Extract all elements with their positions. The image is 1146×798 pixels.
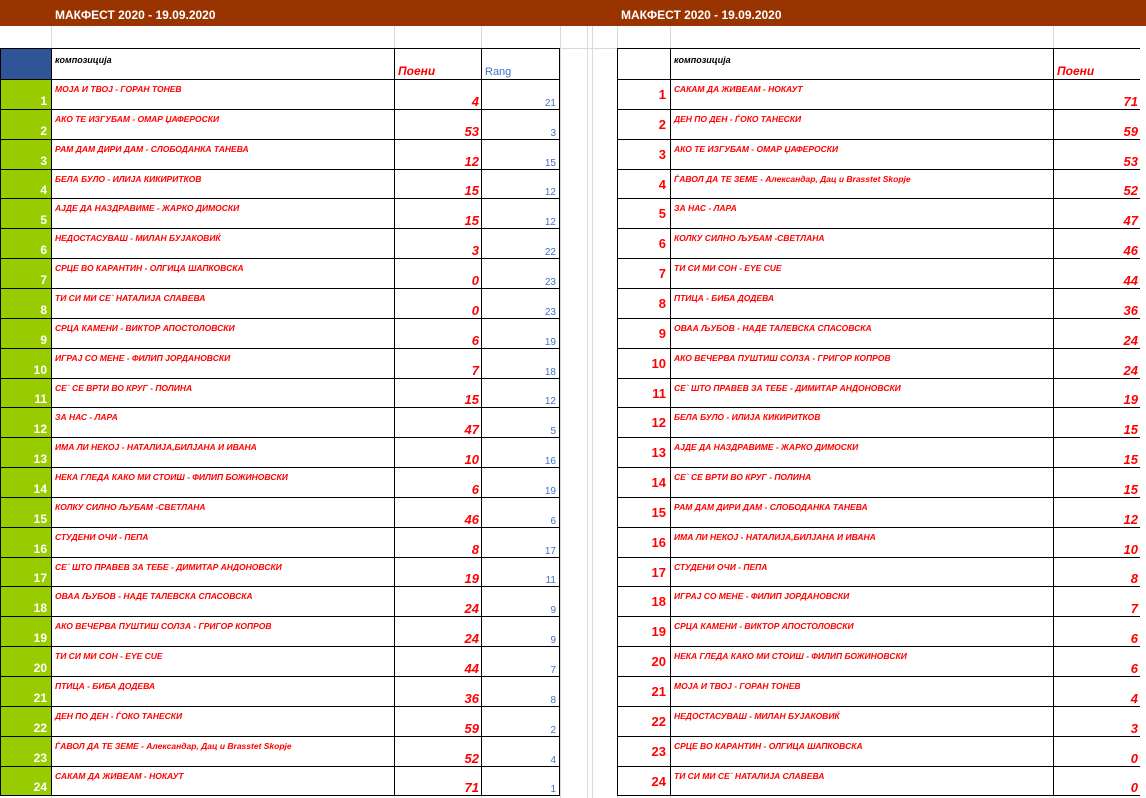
song-cell-left[interactable]: МОЈА И ТВОЈ - ГОРАН ТОНЕВ bbox=[51, 79, 395, 110]
gridline-vertical bbox=[587, 26, 588, 798]
song-cell-left[interactable]: СЕ` СЕ ВРТИ ВО КРУГ - ПОЛИНА bbox=[51, 378, 395, 408]
points-cell-left[interactable]: 24 bbox=[394, 586, 482, 617]
row-number-cell-left[interactable]: 15 bbox=[0, 497, 52, 528]
rank-number-cell-right[interactable]: 24 bbox=[617, 766, 671, 796]
row-number-cell-left[interactable]: 12 bbox=[0, 407, 52, 438]
points-cell-left[interactable]: 3 bbox=[394, 228, 482, 259]
points-cell-right[interactable]: 10 bbox=[1053, 527, 1141, 558]
song-cell-left[interactable]: АКО ТЕ ИЗГУБАМ - ОМАР ЏАФЕРОСКИ bbox=[51, 109, 395, 140]
song-cell-right[interactable]: АЈДЕ ДА НАЗДРАВИМЕ - ЖАРКО ДИМОСКИ bbox=[670, 437, 1054, 468]
rank-number-cell-right[interactable]: 15 bbox=[617, 497, 671, 528]
row-number-cell-left[interactable]: 19 bbox=[0, 616, 52, 647]
points-cell-right[interactable]: 59 bbox=[1053, 109, 1141, 140]
gridline-vertical bbox=[560, 26, 561, 798]
rank-cell-left[interactable]: 17 bbox=[481, 527, 560, 558]
rank-number-cell-right[interactable]: 12 bbox=[617, 407, 671, 438]
points-cell-right[interactable]: 4 bbox=[1053, 676, 1141, 707]
points-cell-right[interactable]: 3 bbox=[1053, 706, 1141, 737]
row-number-cell-left[interactable]: 14 bbox=[0, 467, 52, 498]
points-cell-right[interactable]: 15 bbox=[1053, 467, 1141, 498]
song-cell-right[interactable]: МОЈА И ТВОЈ - ГОРАН ТОНЕВ bbox=[670, 676, 1054, 707]
rank-cell-left[interactable]: 15 bbox=[481, 139, 560, 170]
song-cell-right[interactable]: ТИ СИ МИ СЕ` НАТАЛИЈА СЛАВЕВА bbox=[670, 766, 1054, 796]
song-cell-left[interactable]: РАМ ДАМ ДИРИ ДАМ - СЛОБОДАНКА ТАНЕВА bbox=[51, 139, 395, 170]
points-cell-right[interactable]: 24 bbox=[1053, 318, 1141, 349]
rank-number-cell-right[interactable]: 9 bbox=[617, 318, 671, 349]
song-cell-right[interactable]: ЃАВОЛ ДА ТЕ ЗЕМЕ - Александар, Дац и Brasstet Skopje bbox=[670, 169, 1054, 199]
rank-cell-left[interactable]: 4 bbox=[481, 736, 560, 767]
song-cell-right[interactable]: СРЦЕ ВО КАРАНТИН - ОЛГИЦА ШАПКОВСКА bbox=[670, 736, 1054, 767]
song-cell-right[interactable]: САКАМ ДА ЖИВЕАМ - НОКАУТ bbox=[670, 79, 1054, 110]
sheet-title-right: МАКФЕСТ 2020 - 19.09.2020 bbox=[621, 8, 782, 22]
sheet-title-left: МАКФЕСТ 2020 - 19.09.2020 bbox=[55, 8, 216, 22]
song-cell-left[interactable]: АЈДЕ ДА НАЗДРАВИМЕ - ЖАРКО ДИМОСКИ bbox=[51, 198, 395, 229]
points-cell-left[interactable]: 15 bbox=[394, 169, 482, 199]
rank-number-cell-right[interactable]: 14 bbox=[617, 467, 671, 498]
song-cell-right[interactable]: ЗА НАС - ЛАРА bbox=[670, 198, 1054, 229]
song-cell-left[interactable]: БЕЛА БУЛО - ИЛИЈА КИКИРИТКОВ bbox=[51, 169, 395, 199]
song-cell-right[interactable]: СРЦА КАМЕНИ - ВИКТОР АПОСТОЛОВСКИ bbox=[670, 616, 1054, 647]
points-cell-left[interactable]: 47 bbox=[394, 407, 482, 438]
points-cell-left[interactable]: 15 bbox=[394, 198, 482, 229]
row-number-cell-left[interactable]: 22 bbox=[0, 706, 52, 737]
rank-number-cell-right[interactable]: 4 bbox=[617, 169, 671, 199]
rank-cell-left[interactable]: 23 bbox=[481, 288, 560, 319]
song-cell-left[interactable]: СТУДЕНИ ОЧИ - ПЕПА bbox=[51, 527, 395, 558]
points-cell-right[interactable]: 47 bbox=[1053, 198, 1141, 229]
row-number-cell-left[interactable]: 9 bbox=[0, 318, 52, 349]
points-cell-right[interactable]: 36 bbox=[1053, 288, 1141, 319]
rank-cell-left[interactable]: 9 bbox=[481, 586, 560, 617]
song-cell-left[interactable]: АКО ВЕЧЕРВА ПУШТИШ СОЛЗА - ГРИГОР КОПРОВ bbox=[51, 616, 395, 647]
header-corner-cell[interactable] bbox=[0, 48, 52, 80]
rank-cell-left[interactable]: 12 bbox=[481, 169, 560, 199]
points-cell-right[interactable]: 15 bbox=[1053, 407, 1141, 438]
points-cell-right[interactable]: 0 bbox=[1053, 766, 1141, 796]
rank-cell-left[interactable]: 16 bbox=[481, 437, 560, 468]
song-cell-left[interactable]: ПТИЦА - БИБА ДОДЕВА bbox=[51, 676, 395, 707]
rank-number-cell-right[interactable]: 5 bbox=[617, 198, 671, 229]
song-cell-right[interactable]: НЕДОСТАСУВАШ - МИЛАН БУЈАКОВИЌ bbox=[670, 706, 1054, 737]
song-cell-left[interactable]: ЗА НАС - ЛАРА bbox=[51, 407, 395, 438]
right-edge-strip bbox=[1140, 26, 1146, 798]
song-cell-left[interactable]: СРЦА КАМЕНИ - ВИКТОР АПОСТОЛОВСКИ bbox=[51, 318, 395, 349]
points-cell-left[interactable]: 8 bbox=[394, 527, 482, 558]
song-cell-left[interactable]: КОЛКУ СИЛНО ЉУБАМ -СВЕТЛАНА bbox=[51, 497, 395, 528]
points-cell-left[interactable]: 6 bbox=[394, 467, 482, 498]
rank-number-cell-right[interactable]: 7 bbox=[617, 258, 671, 289]
rank-cell-left[interactable]: 9 bbox=[481, 616, 560, 647]
song-cell-right[interactable]: СЕ` ШТО ПРАВЕВ ЗА ТЕБЕ - ДИМИТАР АНДОНОВСКИ bbox=[670, 378, 1054, 408]
rank-cell-left[interactable]: 22 bbox=[481, 228, 560, 259]
row-number-cell-left[interactable]: 17 bbox=[0, 557, 52, 587]
rank-number-cell-right[interactable]: 13 bbox=[617, 437, 671, 468]
song-cell-right[interactable]: АКО ТЕ ИЗГУБАМ - ОМАР ЏАФЕРОСКИ bbox=[670, 139, 1054, 170]
points-cell-right[interactable]: 44 bbox=[1053, 258, 1141, 289]
points-cell-left[interactable]: 71 bbox=[394, 766, 482, 796]
points-cell-left[interactable]: 0 bbox=[394, 288, 482, 319]
row-number-cell-left[interactable]: 10 bbox=[0, 348, 52, 379]
points-cell-left[interactable]: 19 bbox=[394, 557, 482, 587]
rank-cell-left[interactable]: 21 bbox=[481, 79, 560, 110]
rank-number-cell-right[interactable]: 22 bbox=[617, 706, 671, 737]
points-cell-left[interactable]: 7 bbox=[394, 348, 482, 379]
points-column-header-left[interactable]: Поени bbox=[394, 48, 482, 80]
points-cell-left[interactable]: 6 bbox=[394, 318, 482, 349]
points-cell-left[interactable]: 24 bbox=[394, 616, 482, 647]
song-cell-right[interactable]: ИМА ЛИ НЕКОЈ - НАТАЛИЈА,БИЛЈАНА И ИВАНА bbox=[670, 527, 1054, 558]
row-number-cell-left[interactable]: 6 bbox=[0, 228, 52, 259]
song-cell-right[interactable]: БЕЛА БУЛО - ИЛИЈА КИКИРИТКОВ bbox=[670, 407, 1054, 438]
points-cell-left[interactable]: 53 bbox=[394, 109, 482, 140]
points-column-header-right[interactable]: Поени bbox=[1053, 48, 1141, 80]
rank-cell-left[interactable]: 3 bbox=[481, 109, 560, 140]
row-number-cell-left[interactable]: 21 bbox=[0, 676, 52, 707]
row-number-cell-left[interactable]: 13 bbox=[0, 437, 52, 468]
rank-number-cell-right[interactable]: 17 bbox=[617, 557, 671, 587]
points-cell-left[interactable]: 59 bbox=[394, 706, 482, 737]
points-cell-right[interactable]: 6 bbox=[1053, 616, 1141, 647]
row-number-cell-left[interactable]: 8 bbox=[0, 288, 52, 319]
rank-number-cell-right[interactable]: 23 bbox=[617, 736, 671, 767]
points-cell-right[interactable]: 15 bbox=[1053, 437, 1141, 468]
song-cell-left[interactable]: НЕДОСТАСУВАШ - МИЛАН БУЈАКОВИЌ bbox=[51, 228, 395, 259]
points-cell-right[interactable]: 12 bbox=[1053, 497, 1141, 528]
rank-cell-left[interactable]: 7 bbox=[481, 646, 560, 677]
row-number-cell-left[interactable]: 1 bbox=[0, 79, 52, 110]
points-cell-left[interactable]: 0 bbox=[394, 258, 482, 289]
song-cell-left[interactable]: СРЦЕ ВО КАРАНТИН - ОЛГИЦА ШАПКОВСКА bbox=[51, 258, 395, 289]
song-cell-right[interactable]: ИГРАЈ СО МЕНЕ - ФИЛИП ЈОРДАНОВСКИ bbox=[670, 586, 1054, 617]
points-cell-right[interactable]: 0 bbox=[1053, 736, 1141, 767]
song-cell-right[interactable]: КОЛКУ СИЛНО ЉУБАМ -СВЕТЛАНА bbox=[670, 228, 1054, 259]
gridline-vertical bbox=[592, 26, 593, 798]
points-cell-left[interactable]: 15 bbox=[394, 378, 482, 408]
rank-number-cell-right[interactable]: 21 bbox=[617, 676, 671, 707]
rank-cell-left[interactable]: 19 bbox=[481, 467, 560, 498]
row-number-cell-left[interactable]: 7 bbox=[0, 258, 52, 289]
song-cell-right[interactable]: СЕ` СЕ ВРТИ ВО КРУГ - ПОЛИНА bbox=[670, 467, 1054, 498]
rank-number-cell-right[interactable]: 16 bbox=[617, 527, 671, 558]
song-cell-left[interactable]: ДЕН ПО ДЕН - ЃОКО ТАНЕСКИ bbox=[51, 706, 395, 737]
song-cell-right[interactable]: ДЕН ПО ДЕН - ЃОКО ТАНЕСКИ bbox=[670, 109, 1054, 140]
song-column-header-right[interactable]: композиција bbox=[670, 48, 1054, 80]
row-number-cell-left[interactable]: 3 bbox=[0, 139, 52, 170]
rank-number-cell-right[interactable]: 10 bbox=[617, 348, 671, 379]
song-cell-right[interactable]: ОВАА ЉУБОВ - НАДЕ ТАЛЕВСКА СПАСОВСКА bbox=[670, 318, 1054, 349]
rank-cell-left[interactable]: 8 bbox=[481, 676, 560, 707]
row-number-cell-left[interactable]: 23 bbox=[0, 736, 52, 767]
row-number-cell-left[interactable]: 5 bbox=[0, 198, 52, 229]
rank-cell-left[interactable]: 19 bbox=[481, 318, 560, 349]
points-cell-left[interactable]: 36 bbox=[394, 676, 482, 707]
points-cell-right[interactable]: 8 bbox=[1053, 557, 1141, 587]
rank-column-header-left[interactable]: Rang bbox=[481, 48, 560, 80]
rank-cell-left[interactable]: 12 bbox=[481, 378, 560, 408]
song-cell-left[interactable]: ТИ СИ МИ СЕ` НАТАЛИЈА СЛАВЕВА bbox=[51, 288, 395, 319]
rank-cell-left[interactable]: 1 bbox=[481, 766, 560, 796]
song-column-header-left[interactable]: композиција bbox=[51, 48, 395, 80]
points-cell-left[interactable]: 46 bbox=[394, 497, 482, 528]
row-number-cell-left[interactable]: 4 bbox=[0, 169, 52, 199]
row-number-cell-left[interactable]: 16 bbox=[0, 527, 52, 558]
song-cell-left[interactable]: ЃАВОЛ ДА ТЕ ЗЕМЕ - Александар, Дац и Brasstet Skopje bbox=[51, 736, 395, 767]
song-cell-left[interactable]: СЕ` ШТО ПРАВЕВ ЗА ТЕБЕ - ДИМИТАР АНДОНОВСКИ bbox=[51, 557, 395, 587]
rank-cell-left[interactable]: 5 bbox=[481, 407, 560, 438]
points-cell-right[interactable]: 46 bbox=[1053, 228, 1141, 259]
points-cell-right[interactable]: 7 bbox=[1053, 586, 1141, 617]
song-cell-right[interactable]: АКО ВЕЧЕРВА ПУШТИШ СОЛЗА - ГРИГОР КОПРОВ bbox=[670, 348, 1054, 379]
points-cell-right[interactable]: 53 bbox=[1053, 139, 1141, 170]
points-cell-right[interactable]: 6 bbox=[1053, 646, 1141, 677]
points-cell-left[interactable]: 4 bbox=[394, 79, 482, 110]
points-cell-right[interactable]: 19 bbox=[1053, 378, 1141, 408]
song-cell-left[interactable]: ИМА ЛИ НЕКОЈ - НАТАЛИЈА,БИЛЈАНА И ИВАНА bbox=[51, 437, 395, 468]
rank-cell-left[interactable]: 23 bbox=[481, 258, 560, 289]
song-cell-left[interactable]: ОВАА ЉУБОВ - НАДЕ ТАЛЕВСКА СПАСОВСКА bbox=[51, 586, 395, 617]
row-number-cell-left[interactable]: 2 bbox=[0, 109, 52, 140]
rank-number-cell-right[interactable]: 19 bbox=[617, 616, 671, 647]
row-number-cell-left[interactable]: 24 bbox=[0, 766, 52, 796]
rank-cell-left[interactable]: 2 bbox=[481, 706, 560, 737]
rank-cell-left[interactable]: 11 bbox=[481, 557, 560, 587]
rank-number-cell-right[interactable]: 3 bbox=[617, 139, 671, 170]
points-cell-left[interactable]: 12 bbox=[394, 139, 482, 170]
rank-number-cell-right[interactable]: 18 bbox=[617, 586, 671, 617]
song-cell-right[interactable]: НЕКА ГЛЕДА КАКО МИ СТОИШ - ФИЛИП БОЖИНОВСКИ bbox=[670, 646, 1054, 677]
points-cell-right[interactable]: 71 bbox=[1053, 79, 1141, 110]
points-cell-right[interactable]: 52 bbox=[1053, 169, 1141, 199]
rank-cell-left[interactable]: 6 bbox=[481, 497, 560, 528]
rank-number-cell-right[interactable]: 11 bbox=[617, 378, 671, 408]
song-cell-right[interactable]: ПТИЦА - БИБА ДОДЕВА bbox=[670, 288, 1054, 319]
song-cell-left[interactable]: ТИ СИ МИ СОН - EYE CUE bbox=[51, 646, 395, 677]
song-cell-left[interactable]: САКАМ ДА ЖИВЕАМ - НОКАУТ bbox=[51, 766, 395, 796]
song-cell-left[interactable]: НЕКА ГЛЕДА КАКО МИ СТОИШ - ФИЛИП БОЖИНОВСКИ bbox=[51, 467, 395, 498]
song-cell-left[interactable]: ИГРАЈ СО МЕНЕ - ФИЛИП ЈОРДАНОВСКИ bbox=[51, 348, 395, 379]
points-cell-left[interactable]: 52 bbox=[394, 736, 482, 767]
song-cell-right[interactable]: СТУДЕНИ ОЧИ - ПЕПА bbox=[670, 557, 1054, 587]
rank-number-cell-right[interactable]: 2 bbox=[617, 109, 671, 140]
points-cell-right[interactable]: 24 bbox=[1053, 348, 1141, 379]
song-cell-right[interactable]: ТИ СИ МИ СОН - EYE CUE bbox=[670, 258, 1054, 289]
rank-cell-left[interactable]: 18 bbox=[481, 348, 560, 379]
song-cell-right[interactable]: РАМ ДАМ ДИРИ ДАМ - СЛОБОДАНКА ТАНЕВА bbox=[670, 497, 1054, 528]
num-column-header-right[interactable] bbox=[617, 48, 671, 80]
rank-number-cell-right[interactable]: 6 bbox=[617, 228, 671, 259]
rank-number-cell-right[interactable]: 1 bbox=[617, 79, 671, 110]
points-cell-left[interactable]: 10 bbox=[394, 437, 482, 468]
rank-number-cell-right[interactable]: 20 bbox=[617, 646, 671, 677]
row-number-cell-left[interactable]: 11 bbox=[0, 378, 52, 408]
rank-cell-left[interactable]: 12 bbox=[481, 198, 560, 229]
points-cell-left[interactable]: 44 bbox=[394, 646, 482, 677]
row-number-cell-left[interactable]: 18 bbox=[0, 586, 52, 617]
rank-number-cell-right[interactable]: 8 bbox=[617, 288, 671, 319]
row-number-cell-left[interactable]: 20 bbox=[0, 646, 52, 677]
